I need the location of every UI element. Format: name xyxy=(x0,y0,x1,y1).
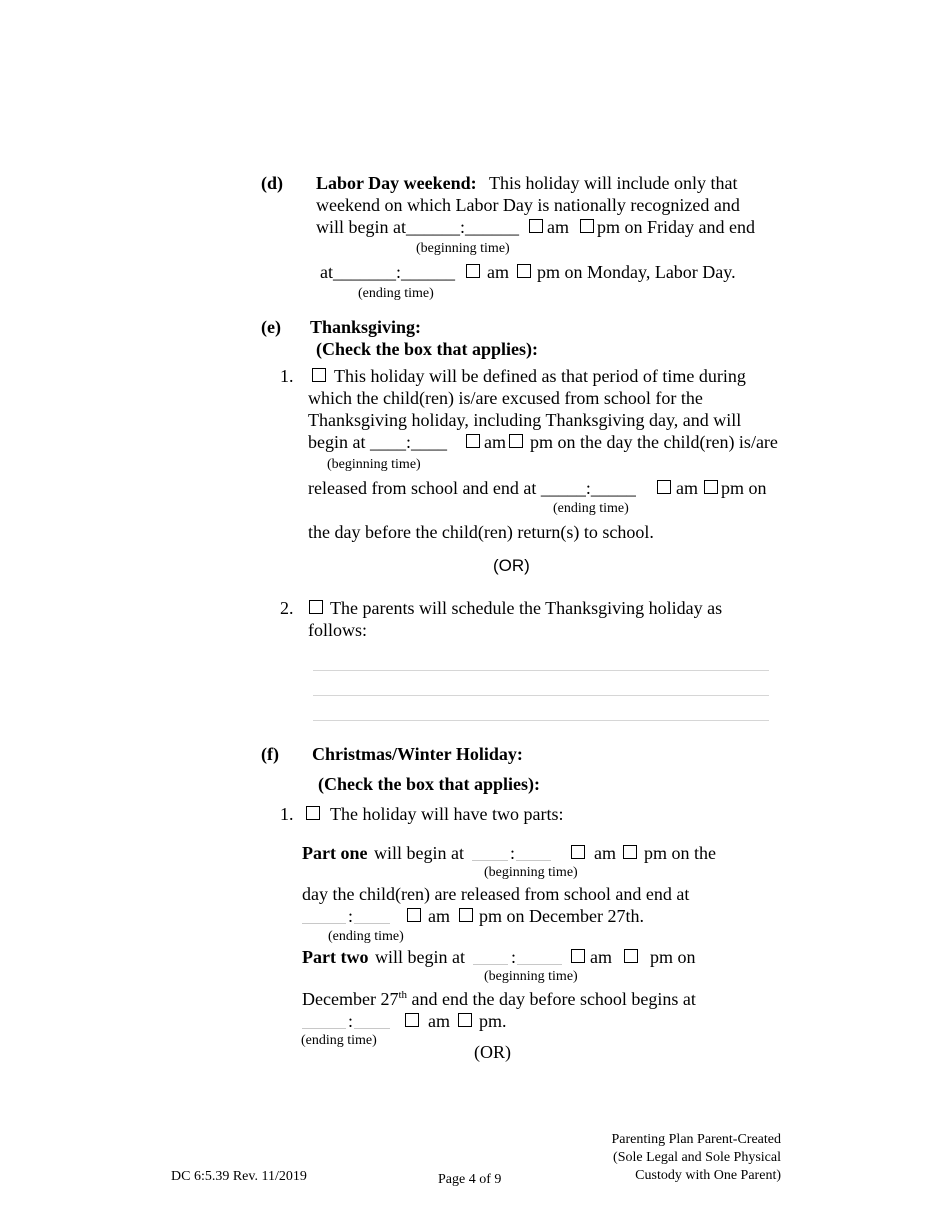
section-d-end-pm-checkbox[interactable] xyxy=(517,264,531,278)
ordinal-suffix: th xyxy=(398,989,408,1001)
time-colon: : xyxy=(511,947,517,967)
section-f-label: (f) xyxy=(261,744,279,764)
beginning-time-caption: (beginning time) xyxy=(484,865,578,880)
part-one-released-line: day the child(ren) are released from school and end at xyxy=(302,884,690,904)
beginning-time-caption: (beginning time) xyxy=(484,969,578,984)
document-title-line1: Parenting Plan Parent-Created xyxy=(611,1132,781,1147)
section-e-begin-time-field[interactable]: begin at ____:____ xyxy=(308,432,447,452)
section-e-end-am-checkbox[interactable] xyxy=(657,480,671,494)
december-rest: and end the day before school begins at xyxy=(407,989,696,1009)
section-e-end-pm-checkbox[interactable] xyxy=(704,480,718,494)
am-label: am xyxy=(594,843,616,863)
page-number: Page 4 of 9 xyxy=(438,1172,502,1187)
part-two-begin-pm-checkbox[interactable] xyxy=(624,949,638,963)
part-one-end-am-checkbox[interactable] xyxy=(407,908,421,922)
ending-time-caption: (ending time) xyxy=(358,286,434,301)
or-separator: (OR) xyxy=(474,1042,511,1062)
section-f-option1-text: The holiday will have two parts: xyxy=(330,804,564,824)
section-e-end-time-field[interactable]: released from school and end at _____:_____ xyxy=(308,478,636,498)
section-e-option2-line1: The parents will schedule the Thanksgiving holiday as xyxy=(330,598,723,618)
am-label: am xyxy=(428,1011,450,1031)
section-e-pm-on-text: pm on xyxy=(721,478,767,498)
form-number: DC 6:5.39 Rev. 11/2019 xyxy=(171,1169,307,1184)
december-date: December 27 xyxy=(302,989,399,1009)
section-e-option1-line1: This holiday will be defined as that period of time during xyxy=(334,366,746,386)
section-e-option2-number: 2. xyxy=(280,598,294,618)
section-d-line1: This holiday will include only that xyxy=(489,173,738,193)
am-label: am xyxy=(484,432,506,452)
section-e-begin-suffix: pm on the day the child(ren) is/are xyxy=(530,432,778,452)
part-one-begin-pm-checkbox[interactable] xyxy=(623,845,637,859)
section-e-option2-line2: follows: xyxy=(308,620,368,640)
section-d-end-am-checkbox[interactable] xyxy=(466,264,480,278)
part-two-text: will begin at xyxy=(375,947,465,967)
section-e-option1-checkbox[interactable] xyxy=(312,368,326,382)
section-d-end-time-field[interactable]: at_______:______ xyxy=(320,262,455,282)
part-two-label: Part two xyxy=(302,947,369,967)
part-two-end-pm-checkbox[interactable] xyxy=(458,1013,472,1027)
document-title-line2: (Sole Legal and Sole Physical xyxy=(613,1150,781,1165)
part-one-end-hour-field[interactable] xyxy=(302,923,346,924)
part-two-december-line xyxy=(302,988,696,1010)
part-one-pm-on-the: pm on the xyxy=(644,843,716,863)
time-colon: : xyxy=(510,843,516,863)
part-two-pm-period: pm. xyxy=(479,1011,507,1031)
section-d-begin-am-checkbox[interactable] xyxy=(529,219,543,233)
schedule-input-line-3[interactable] xyxy=(313,720,769,721)
part-one-begin-minute-field[interactable] xyxy=(516,860,551,861)
section-d-pm-friday-text: pm on Friday and end xyxy=(597,217,755,237)
part-two-begin-minute-field[interactable] xyxy=(517,964,562,965)
section-d-begin-time-field[interactable]: will begin at______:______ xyxy=(316,217,519,237)
document-title-line3: Custody with One Parent) xyxy=(635,1168,781,1183)
am-label: am xyxy=(487,262,509,282)
section-f-option1-number: 1. xyxy=(280,804,294,824)
section-e-option1-line3: Thanksgiving holiday, including Thanksgiving day, and will xyxy=(308,410,742,430)
schedule-input-line-1[interactable] xyxy=(313,670,769,671)
schedule-input-line-2[interactable] xyxy=(313,695,769,696)
section-e-option1-last-line: the day before the child(ren) return(s) to school. xyxy=(308,522,654,542)
am-label: am xyxy=(676,478,698,498)
section-f-heading: Christmas/Winter Holiday: xyxy=(312,744,523,764)
section-f-option1-checkbox[interactable] xyxy=(306,806,320,820)
am-label: am xyxy=(428,906,450,926)
time-colon: : xyxy=(348,906,354,926)
part-one-begin-am-checkbox[interactable] xyxy=(571,845,585,859)
section-f-check-note: (Check the box that applies): xyxy=(318,774,541,794)
section-d-label: (d) xyxy=(261,173,283,193)
section-e-option1-line2: which the child(ren) is/are excused from school for the xyxy=(308,388,703,408)
part-one-begin-hour-field[interactable] xyxy=(472,860,508,861)
part-two-end-hour-field[interactable] xyxy=(302,1028,346,1029)
am-label: am xyxy=(547,217,569,237)
beginning-time-caption: (beginning time) xyxy=(416,241,510,256)
beginning-time-caption: (beginning time) xyxy=(327,457,421,472)
time-colon: : xyxy=(348,1011,354,1031)
ending-time-caption: (ending time) xyxy=(553,501,629,516)
part-two-end-minute-field[interactable] xyxy=(354,1028,390,1029)
ending-time-caption: (ending time) xyxy=(301,1033,377,1048)
part-two-begin-am-checkbox[interactable] xyxy=(571,949,585,963)
part-two-pm-on: pm on xyxy=(650,947,696,967)
section-e-option2-checkbox[interactable] xyxy=(309,600,323,614)
section-e-check-note: (Check the box that applies): xyxy=(316,339,539,359)
section-d-pm-monday-text: pm on Monday, Labor Day. xyxy=(537,262,736,282)
part-two-begin-hour-field[interactable] xyxy=(473,964,508,965)
part-two-end-am-checkbox[interactable] xyxy=(405,1013,419,1027)
am-label: am xyxy=(590,947,612,967)
section-d-begin-pm-checkbox[interactable] xyxy=(580,219,594,233)
part-one-label: Part one xyxy=(302,843,368,863)
part-one-text: will begin at xyxy=(374,843,464,863)
part-one-end-pm-checkbox[interactable] xyxy=(459,908,473,922)
part-one-pm-dec27: pm on December 27th. xyxy=(479,906,644,926)
or-separator: (OR) xyxy=(493,556,530,575)
part-one-end-minute-field[interactable] xyxy=(354,923,390,924)
section-d-line2: weekend on which Labor Day is nationally recognized and xyxy=(316,195,740,215)
section-e-label: (e) xyxy=(261,317,281,337)
section-e-begin-pm-checkbox[interactable] xyxy=(509,434,523,448)
section-e-option1-number: 1. xyxy=(280,366,294,386)
section-d-heading: Labor Day weekend: xyxy=(316,173,477,193)
ending-time-caption: (ending time) xyxy=(328,929,404,944)
section-e-heading: Thanksgiving: xyxy=(310,317,422,337)
section-e-begin-am-checkbox[interactable] xyxy=(466,434,480,448)
